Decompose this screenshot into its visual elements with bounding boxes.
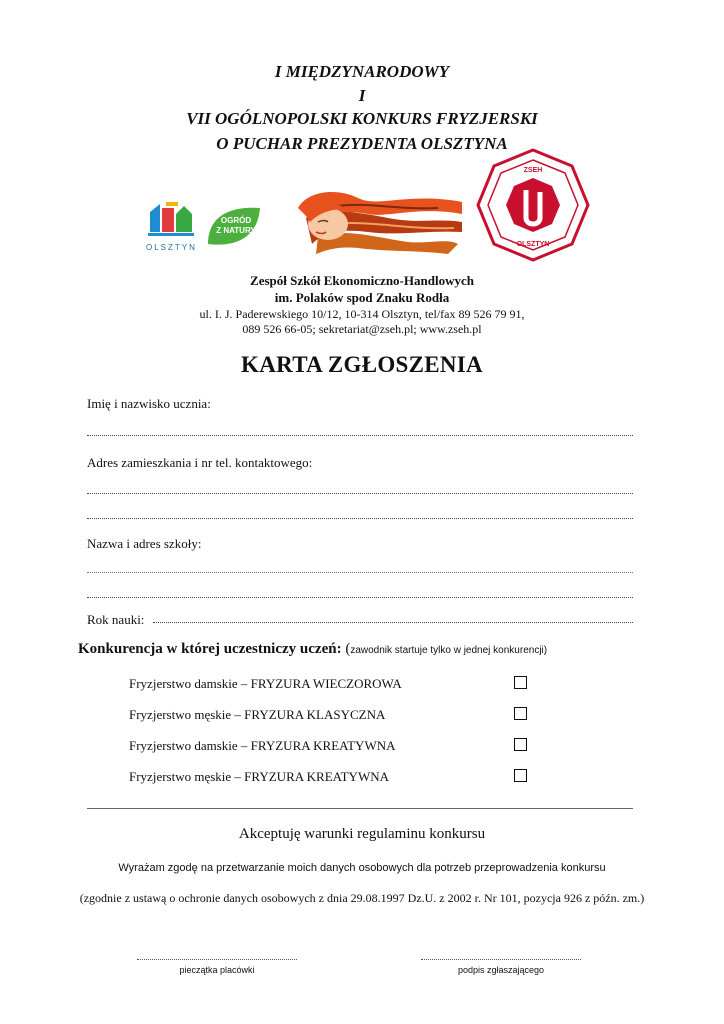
address-phone-label: Adres zamieszkania i nr tel. kontaktowego: [87,455,313,470]
hair-illustration [298,188,462,256]
option-label-classic: Fryzjerstwo męskie – FRYZURA KLASYCZNA [129,707,386,722]
school-name-line2: im. Polaków spod Znaku Rodła [274,290,450,305]
address-field-line1[interactable] [87,484,633,494]
address-field-line2[interactable] [87,509,633,519]
olsztyn-emblem-icon [146,198,196,238]
competition-note: zawodnik startuje tylko w jednej konkurencji [350,645,544,656]
competition-heading: Konkurencja w której uczestniczy uczeń: (zawodnik startuje tylko w jednej konkurencji) [78,641,548,657]
seal-city-text: OLSZTYN [516,241,550,248]
school-year-label: Rok nauki: [87,612,145,627]
hair-flame-icon [298,188,462,256]
form-title: KARTA ZGŁOSZENIA [241,352,483,377]
olsztyn-logo-text: OLSZTYN [146,243,197,252]
student-name-label: Imię i nazwisko ucznia: [87,396,211,411]
school-address-line2: 089 526 66-05; sekretariat@zseh.pl; www.zseh.pl [242,322,482,336]
stamp-label: pieczątka placówki [179,965,255,975]
data-consent-text: Wyrażam zgodę na przetwarzanie moich danych osobowych dla potrzeb przeprowadzenia konkursu [118,862,606,874]
legal-basis-text: (zgodnie z ustawą o ochronie danych osobowych z dnia 29.08.1997 Dz.U. z 2002 r. Nr 101, pozycja 926 z późn. zm.) [79,891,645,905]
stamp-line[interactable] [137,959,297,960]
school-name-address-label: Nazwa i adres szkoły: [87,536,202,551]
option-label-creative-men: Fryzjerstwo męskie – FRYZURA KREATYWNA [129,769,389,784]
option-label-evening: Fryzjerstwo damskie – FRYZURA WIECZOROWA [129,676,402,691]
title-line-1: I MIĘDZYNARODOWY [274,62,450,81]
option-checkbox-creative-men[interactable] [514,769,527,782]
school-address-line1: ul. I. J. Paderewskiego 10/12, 10-314 Olsztyn, tel/fax 89 526 79 91, [199,307,525,321]
school-name-line1: Zespół Szkół Ekonomiczno-Handlowych [250,273,474,288]
accept-terms-text: Akceptuję warunki regulaminu konkursu [238,826,486,842]
ogrod-text-line1: OGRÓD [220,216,252,225]
olsztyn-logo [146,198,196,250]
option-checkbox-evening[interactable] [514,676,527,689]
ogrod-z-natury-logo [204,204,262,250]
option-checkbox-creative-women[interactable] [514,738,527,751]
signature-label: podpis zgłaszającego [457,965,545,975]
title-line-3: VII OGÓLNOPOLSKI KONKURS FRYZJERSKI [186,109,538,128]
student-name-field[interactable] [87,426,633,436]
option-checkbox-classic[interactable] [514,707,527,720]
seal-emblem-icon [476,148,590,262]
divider-line [87,808,633,809]
svg-text:ZSEH: ZSEH [523,167,543,174]
school-seal [476,148,590,262]
title-line-4: O PUCHAR PREZYDENTA OLSZTYNA [216,134,508,153]
ogrod-text-line2: Z NATURY [216,226,256,235]
competition-heading-text: Konkurencja w której uczestniczy uczeń: [78,641,346,657]
title-line-2: I [358,86,366,105]
option-label-creative-women: Fryzjerstwo damskie – FRYZURA KREATYWNA [129,738,396,753]
school-year-field[interactable] [153,613,633,623]
signature-line[interactable] [421,959,581,960]
school-field-line1[interactable] [87,563,633,573]
school-field-line2[interactable] [87,588,633,598]
